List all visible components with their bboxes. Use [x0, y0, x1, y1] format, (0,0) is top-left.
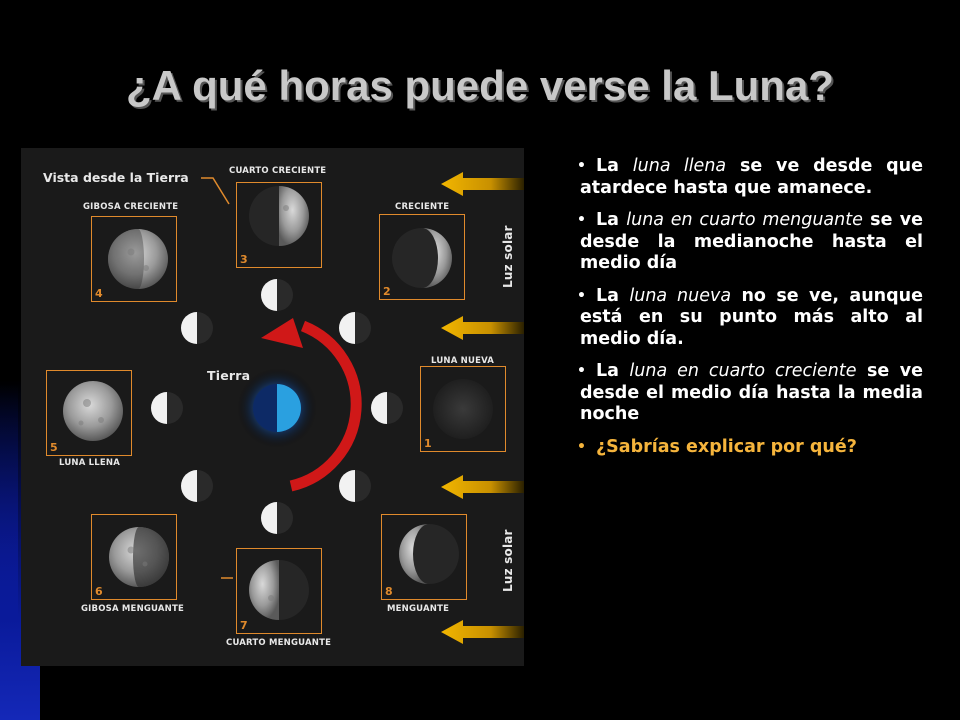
bullet-emphasis: luna en cuarto creciente: [629, 361, 857, 381]
phase-number: 2: [383, 285, 391, 298]
orbit-moon: [261, 279, 293, 311]
phase-number: 3: [240, 253, 248, 266]
bullet-emphasis: luna en cuarto menguante: [626, 210, 863, 230]
moon-phases-diagram: [21, 148, 524, 666]
bullet-text: La: [596, 210, 627, 230]
bullet-first-quarter: [580, 361, 923, 426]
page-title: ¿A qué horas puede verse la Luna?: [126, 62, 834, 109]
phase-label-7: CUARTO MENGUANTE: [226, 638, 332, 648]
phase-box-3: [236, 182, 322, 268]
phase-label-2: CRECIENTE: [395, 202, 450, 212]
phase-label-3: CUARTO CRECIENTE: [229, 166, 327, 176]
orbit-moon: [181, 470, 213, 502]
bullet-text: La: [596, 361, 630, 381]
orbit-moon: [181, 312, 213, 344]
phase-label-6: GIBOSA MENGUANTE: [81, 604, 184, 614]
phase-box-1: [420, 366, 506, 452]
phase-number: 7: [240, 619, 248, 632]
phase-label-4: GIBOSA CRECIENTE: [83, 202, 179, 212]
sunlight-label-top: Luz solar: [501, 225, 515, 288]
bullet-text: La: [596, 156, 633, 176]
sunlight-arrow: [441, 620, 524, 644]
phase-number: 4: [95, 287, 103, 300]
phase-number: 6: [95, 585, 103, 598]
sunlight-label-bottom: Luz solar: [501, 529, 515, 592]
view-label: Vista desde la Tierra: [43, 170, 189, 185]
bullet-text: La: [596, 285, 630, 306]
orbit-moon: [339, 312, 371, 344]
bullet-text: se ve desde el medio día hasta la media noche: [580, 361, 923, 424]
orbit-moon: [371, 392, 403, 424]
orbit-arrow-head: [261, 318, 303, 348]
bullet-text: no se ve, aunque está en su punto más alto al medio día.: [580, 285, 923, 349]
phase-label-5: LUNA LLENA: [59, 458, 120, 468]
bullet-text: se ve desde la medianoche hasta el medio día: [580, 210, 923, 273]
phase-box-7: [236, 548, 322, 634]
earth-label: Tierra: [207, 368, 251, 383]
phase-box-4: [91, 216, 177, 302]
phase-label-8: MENGUANTE: [387, 604, 450, 614]
phase-number: 8: [385, 585, 393, 598]
phase-box-2: [379, 214, 465, 300]
bullet-emphasis: luna llena: [632, 156, 727, 176]
bullet-emphasis: luna nueva: [629, 285, 732, 306]
phase-box-6: [91, 514, 177, 600]
explanation-list: [580, 156, 923, 469]
sunlight-arrow: [441, 475, 524, 499]
phase-label-1: LUNA NUEVA: [431, 356, 495, 366]
phase-box-8: [381, 514, 467, 600]
phase-number: 5: [50, 441, 58, 454]
bullet-question: • ¿Sabrías explicar por qué?: [580, 437, 923, 459]
bullet-new-moon: [580, 286, 923, 351]
sunlight-arrow: [441, 316, 524, 340]
phase-number: 1: [424, 437, 432, 450]
bullet-full-moon: [580, 156, 923, 199]
view-pointer-line: [201, 178, 229, 204]
phase-box-5: [46, 370, 132, 456]
orbit-moon: [151, 392, 183, 424]
sunlight-arrow: [441, 172, 524, 196]
orbit-moon: [339, 470, 371, 502]
bullet-text: se ve desde que atardece hasta que amanece.: [580, 156, 923, 198]
orbit-moon: [261, 502, 293, 534]
bullet-last-quarter: [580, 210, 923, 275]
